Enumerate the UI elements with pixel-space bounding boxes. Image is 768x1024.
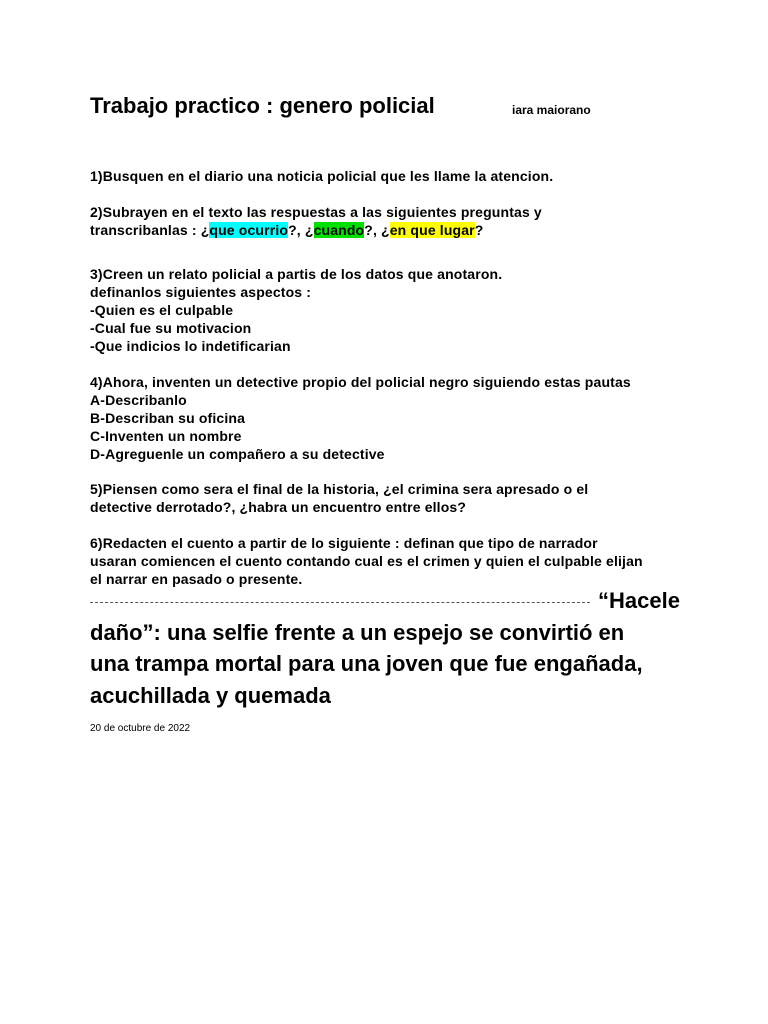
question-5 bbox=[90, 480, 690, 516]
question-4-line: C-Inventen un nombre bbox=[90, 428, 242, 444]
question-3-line: -Cual fue su motivacion bbox=[90, 320, 252, 336]
question-6-line: el narrar en pasado o presente. bbox=[90, 571, 303, 587]
headline-line: “Hacele bbox=[598, 588, 680, 613]
question-3-line: 3)Creen un relato policial a partis de los datos que anotaron. bbox=[90, 266, 503, 282]
question-2-prefix: transcribanlas : ¿ bbox=[90, 222, 210, 238]
page-title: Trabajo practico : genero policial bbox=[90, 93, 435, 118]
question-2-line-1: 2)Subrayen en el texto las respuestas a las siguientes preguntas y bbox=[90, 204, 542, 220]
question-4-line: 4)Ahora, inventen un detective propio del policial negro siguiendo estas pautas bbox=[90, 374, 631, 390]
highlight-cuando: cuando bbox=[313, 222, 365, 238]
question-6-line: 6)Redacten el cuento a partir de lo siguiente : definan que tipo de narrador bbox=[90, 535, 598, 551]
question-5-line: 5)Piensen como sera el final de la historia, ¿el crimina sera apresado o el bbox=[90, 481, 589, 497]
question-3-line: -Que indicios lo indetificarian bbox=[90, 338, 291, 354]
question-1-line: 1)Busquen en el diario una noticia policial que les llame la atencion. bbox=[90, 168, 554, 184]
question-2 bbox=[90, 203, 690, 239]
highlight-en-que-lugar: en que lugar bbox=[389, 222, 475, 238]
headline-line: una trampa mortal para una joven que fue engañada, bbox=[90, 651, 643, 676]
article-date: 20 de octubre de 2022 bbox=[90, 723, 191, 734]
question-3 bbox=[90, 265, 690, 355]
question-4-line: B-Describan su oficina bbox=[90, 410, 246, 426]
question-3-line: definanlos siguientes aspectos : bbox=[90, 284, 312, 300]
question-4-line: D-Agreguenle un compañero a su detective bbox=[90, 446, 385, 462]
question-6-line: usaran comiencen el cuento contando cual es el crimen y quien el culpable elijan bbox=[90, 553, 643, 569]
question-4-line: A-Describanlo bbox=[90, 392, 187, 408]
highlight-que-ocurrio: que ocurrio bbox=[209, 222, 289, 238]
author-name: iara maiorano bbox=[512, 103, 591, 117]
question-1 bbox=[90, 167, 690, 185]
question-4 bbox=[90, 373, 690, 463]
article-headline bbox=[90, 585, 690, 711]
headline-line: daño”: una selfie frente a un espejo se convirtió en bbox=[90, 619, 625, 645]
question-2-end: ? bbox=[474, 222, 484, 238]
question-2-separator-2: ?, ¿ bbox=[364, 222, 390, 238]
title-row bbox=[90, 93, 710, 123]
question-3-line: -Quien es el culpable bbox=[90, 302, 234, 318]
question-2-separator-1: ?, ¿ bbox=[288, 222, 314, 238]
question-2-line-2 bbox=[90, 221, 690, 239]
question-5-line: detective derrotado?, ¿habra un encuentro entre ellos? bbox=[90, 499, 467, 515]
headline-line: acuchillada y quemada bbox=[90, 682, 331, 708]
question-6 bbox=[90, 534, 690, 588]
